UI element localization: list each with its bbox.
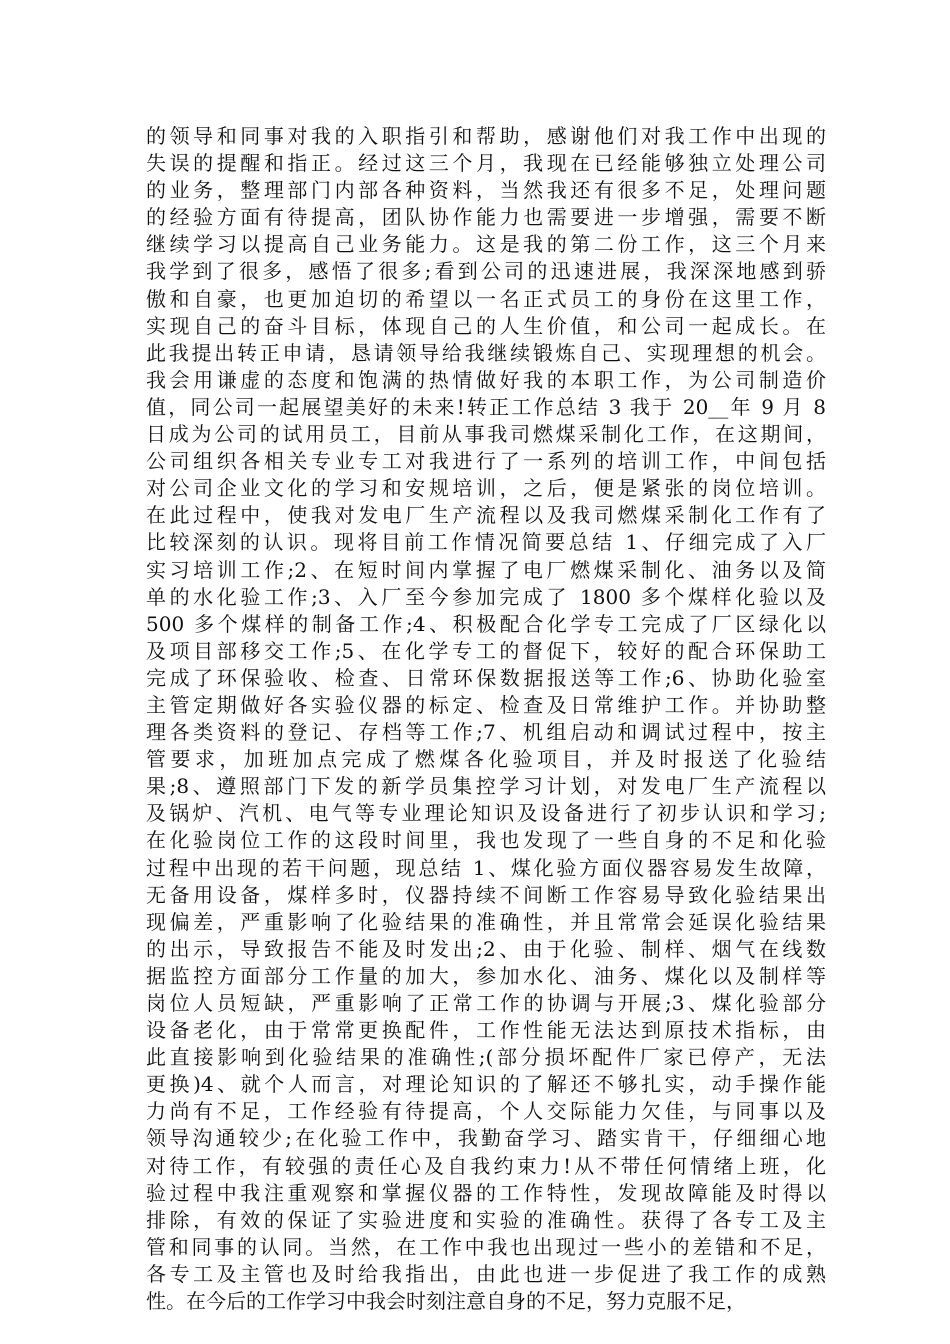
body-text <box>146 123 826 1315</box>
text-line: 设备老化，由于常常更换配件，工作性能无法达到原技术指标，由 <box>146 1018 826 1043</box>
text-line: 对公司企业文化的学习和安规培训，之后，便是紧张的岗位培训。 <box>146 476 826 501</box>
text-line: 岗位人员短缺，严重影响了正常工作的协调与开展;3、煤化验部分 <box>146 991 826 1015</box>
text-line: 在化验岗位工作的这段时间里，我也发现了一些自身的不足和化验 <box>146 828 826 853</box>
text-line: 无备用设备，煤样多时，仪器持续不间断工作容易导致化验结果出 <box>146 882 826 907</box>
text-line: 理各类资料的登记、存档等工作;7、机组启动和调试过程中，按主 <box>146 720 826 745</box>
text-line: 的出示，导致报告不能及时发出;2、由于化验、制样、烟气在线数 <box>146 936 826 961</box>
text-line: 排除，有效的保证了实验进度和实验的准确性。获得了各专工及主 <box>146 1207 826 1232</box>
text-line: 实现自己的奋斗目标，体现自己的人生价值，和公司一起成长。在 <box>146 313 826 338</box>
text-line: 我会用谦虚的态度和饱满的热情做好我的本职工作，为公司制造价 <box>146 367 826 392</box>
text-line: 的领导和同事对我的入职指引和帮助，感谢他们对我工作中出现的 <box>146 124 826 148</box>
text-line: 在此过程中，使我对发电厂生产流程以及我司燃煤采制化工作有了 <box>146 503 826 528</box>
text-line: 管和同事的认同。当然，在工作中我也出现过一些小的差错和不足， <box>146 1234 826 1259</box>
text-line: 公司组织各相关专业专工对我进行了一系列的培训工作，中间包括 <box>146 449 826 474</box>
text-line: 过程中出现的若干问题，现总结 1、煤化验方面仪器容易发生故障， <box>146 855 826 880</box>
text-line: 更换)4、就个人而言，对理论知识的了解还不够扎实，动手操作能 <box>146 1072 826 1097</box>
text-line: 日成为公司的试用员工，目前从事我司燃煤采制化工作，在这期间， <box>146 422 826 447</box>
text-line: 傲和自豪，也更加迫切的希望以一名正式员工的身份在这里工作， <box>146 286 826 311</box>
text-line: 及锅炉、汽机、电气等专业理论知识及设备进行了初步认识和学习; <box>146 801 826 826</box>
text-line: 据监控方面部分工作量的加大，参加水化、油务、煤化以及制样等 <box>146 963 826 988</box>
text-line: 及项目部移交工作;5、在化学专工的督促下，较好的配合环保助工 <box>146 638 826 663</box>
text-line: 管要求，加班加点完成了燃煤各化验项目，并及时报送了化验结 <box>146 747 826 772</box>
text-line: 失误的提醒和指正。经过这三个月，我现在已经能够独立处理公司 <box>146 151 826 176</box>
text-line: 各专工及主管也及时给我指出，由此也进一步促进了我工作的成熟 <box>146 1261 826 1286</box>
text-line: 果;8、遵照部门下发的新学员集控学习计划，对发电厂生产流程以 <box>146 774 826 799</box>
text-line: 实习培训工作;2、在短时间内掌握了电厂燃煤采制化、油务以及简 <box>146 557 826 582</box>
text-line: 此直接影响到化验结果的准确性;(部分损坏配件厂家已停产，无法 <box>146 1045 826 1070</box>
text-line: 继续学习以提高自己业务能力。这是我的第二份工作，这三个月来 <box>146 232 826 257</box>
text-line: 值，同公司一起展望美好的未来!转正工作总结 3 我于 20__年 9 月 8 <box>146 394 826 419</box>
text-line: 性。在今后的工作学习中我会时刻注意自身的不足，努力克服不足， <box>146 1289 746 1314</box>
text-line: 力尚有不足，工作经验有待提高，个人交际能力欠佳，与同事以及 <box>146 1099 826 1124</box>
text-line: 对待工作，有较强的责任心及自我约束力!从不带任何情绪上班，化 <box>146 1153 826 1178</box>
text-line: 主管定期做好各实验仪器的标定、检查及日常维护工作。并协助整 <box>146 692 826 717</box>
text-line: 领导沟通较少;在化验工作中，我勤奋学习、踏实肯干，仔细细心地 <box>146 1126 826 1151</box>
text-line: 的业务，整理部门内部各种资料，当然我还有很多不足，处理问题 <box>146 178 826 203</box>
text-line: 现偏差，严重影响了化验结果的准确性，并且常常会延误化验结果 <box>146 909 826 934</box>
text-line: 此我提出转正申请，恳请领导给我继续锻炼自己、实现理想的机会。 <box>146 340 826 365</box>
text-line: 500 多个煤样的制备工作;4、积极配合化学专工完成了厂区绿化以 <box>146 611 826 636</box>
text-line: 完成了环保验收、检查、日常环保数据报送等工作;6、协助化验室 <box>146 665 826 690</box>
text-line: 比较深刻的认识。现将目前工作情况简要总结 1、仔细完成了入厂 <box>146 530 826 555</box>
text-line: 我学到了很多，感悟了很多;看到公司的迅速进展，我深深地感到骄 <box>146 259 826 284</box>
text-line: 验过程中我注重观察和掌握仪器的工作特性，发现故障能及时得以 <box>146 1180 826 1205</box>
text-line: 的经验方面有待提高，团队协作能力也需要进一步增强，需要不断 <box>146 205 826 230</box>
text-line: 单的水化验工作;3、入厂至今参加完成了 1800 多个煤样化验以及 <box>146 584 826 609</box>
